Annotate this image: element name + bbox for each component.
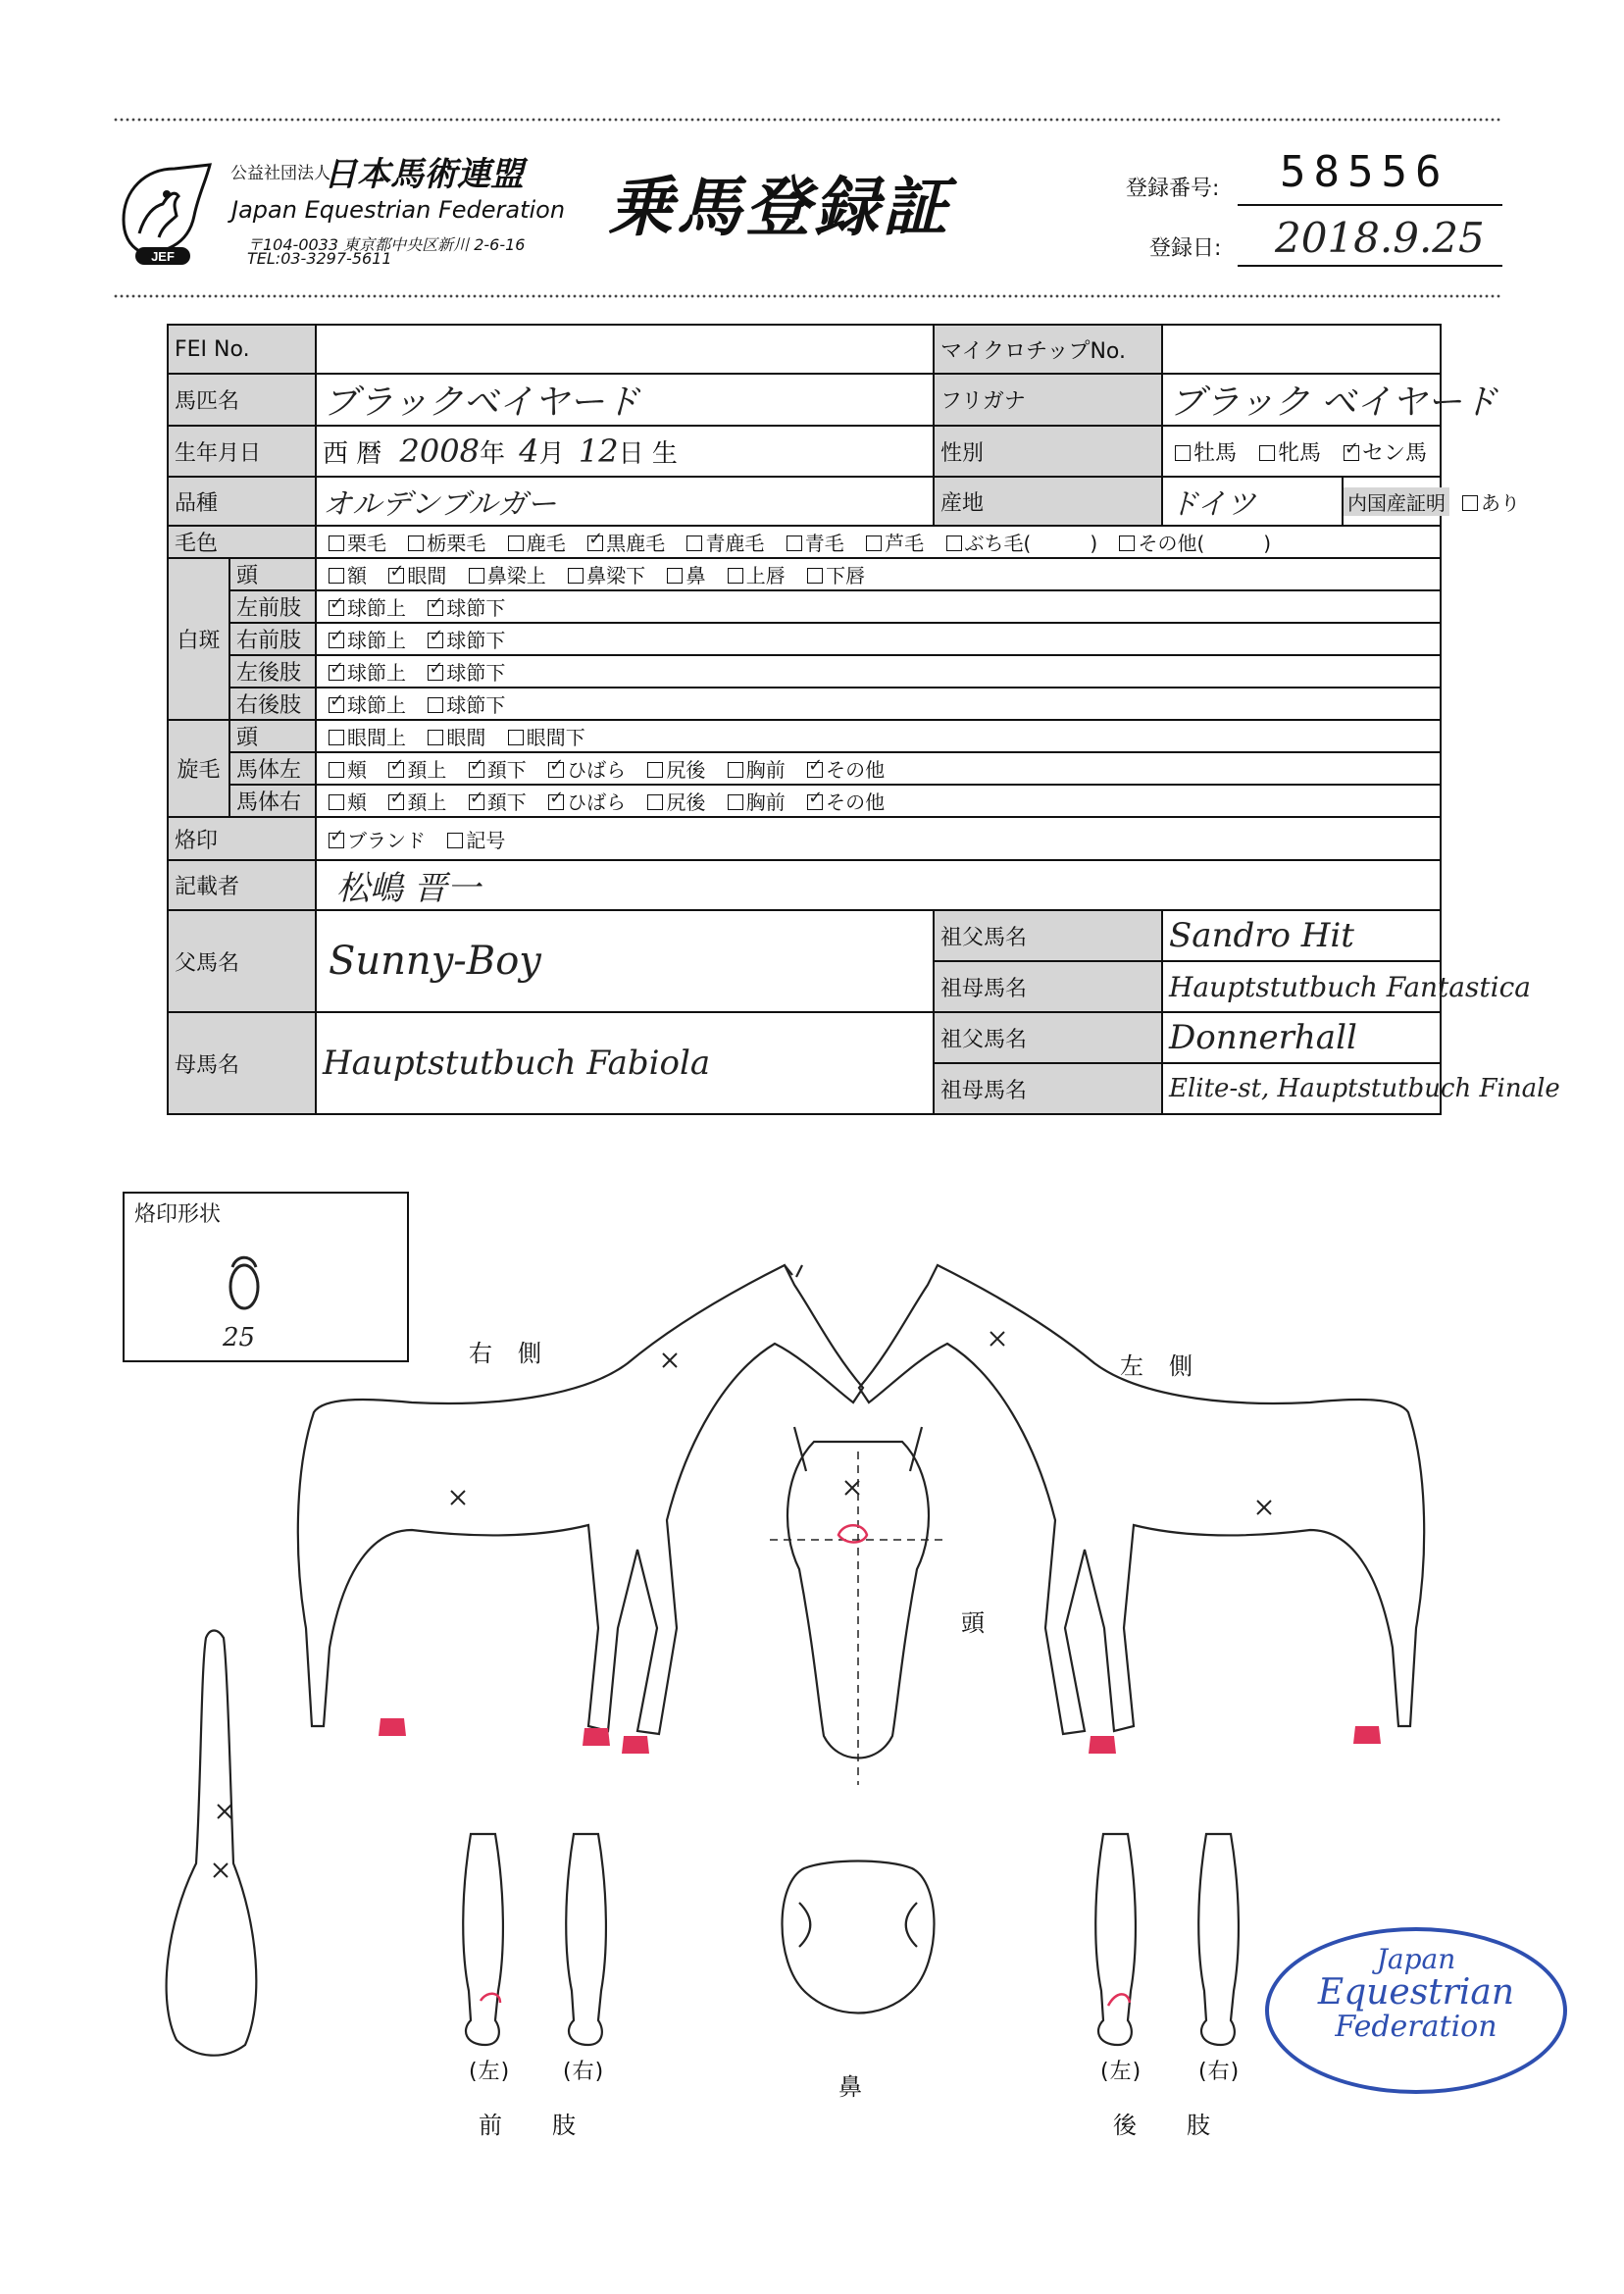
domestic-cert-option-label: あり bbox=[1481, 490, 1520, 515]
marking-checkbox[interactable] bbox=[428, 633, 443, 648]
marking-checkbox[interactable] bbox=[329, 665, 344, 681]
marking-checkbox[interactable] bbox=[728, 568, 743, 584]
right-side-label: 右 側 bbox=[469, 1340, 542, 1367]
sire-dam-value: Hauptstutbuch Fantastica bbox=[1162, 961, 1441, 1012]
dam-sire-label: 祖父馬名 bbox=[934, 1012, 1162, 1063]
domestic-cert: 内国産証明 あり bbox=[1343, 477, 1441, 526]
brand-options: ✓ ブランド 記号 bbox=[316, 817, 1441, 860]
whorl-checkbox[interactable] bbox=[469, 762, 484, 778]
whorl-checkbox[interactable] bbox=[428, 730, 443, 745]
marking-options-rh: ✓ 球節上 球節下 bbox=[316, 688, 1441, 720]
registration-date: 2018.9.25 bbox=[1275, 214, 1485, 262]
marking-checkbox[interactable] bbox=[807, 568, 823, 584]
microchip-label: マイクロチップNo. bbox=[934, 325, 1162, 374]
marking-checkbox[interactable] bbox=[568, 568, 584, 584]
sex-stallion-checkbox[interactable] bbox=[1175, 445, 1191, 461]
sex-gelding-checkbox[interactable] bbox=[1344, 445, 1359, 461]
head-label: 頭 bbox=[961, 1609, 986, 1637]
whorls-label: 旋毛 bbox=[168, 720, 229, 817]
jef-stamp: Japan Equestrian Federation bbox=[1265, 1927, 1567, 2094]
registration-number-underline bbox=[1238, 204, 1502, 206]
whorl-checkbox[interactable] bbox=[807, 794, 823, 810]
horse-name-value: ブラックベイヤード bbox=[316, 374, 934, 426]
red-markings bbox=[379, 1718, 1381, 1754]
whorl-checkbox[interactable] bbox=[647, 762, 663, 778]
org-tel: TEL:03-3297-5611 bbox=[247, 249, 392, 268]
marking-part: 頭 bbox=[229, 558, 316, 590]
dam-label: 母馬名 bbox=[168, 1012, 316, 1114]
registration-form bbox=[167, 324, 1560, 1115]
coat-option-checkbox[interactable] bbox=[587, 535, 603, 551]
marking-part: 右前肢 bbox=[229, 623, 316, 655]
whorl-checkbox[interactable] bbox=[329, 794, 344, 810]
whorl-checkbox[interactable] bbox=[388, 762, 404, 778]
coat-option-checkbox[interactable] bbox=[686, 535, 702, 551]
jef-logo bbox=[116, 157, 214, 267]
origin-label: 産地 bbox=[934, 477, 1162, 526]
marking-checkbox[interactable] bbox=[428, 600, 443, 616]
whorl-checkbox[interactable] bbox=[329, 762, 344, 778]
whorl-checkbox[interactable] bbox=[728, 794, 743, 810]
origin-value: ドイツ bbox=[1162, 477, 1343, 526]
whorl-options-left: 頬 ✓ 頚上 ✓ 頚下 ✓ ひばら 尻後 胸前 ✓ その他 bbox=[316, 752, 1441, 785]
left-side-horse-outline bbox=[859, 1265, 1424, 1734]
whorl-checkbox[interactable] bbox=[329, 730, 344, 745]
sex-label: 性別 bbox=[934, 426, 1162, 477]
fore-legs-outline bbox=[463, 1834, 606, 2045]
nose-outline bbox=[783, 1861, 935, 2014]
sire-dam-label: 祖母馬名 bbox=[934, 961, 1162, 1012]
sire-label: 父馬名 bbox=[168, 910, 316, 1012]
whorl-checkbox[interactable] bbox=[388, 794, 404, 810]
sire-sire-label: 祖父馬名 bbox=[934, 910, 1162, 961]
marking-options-lh: ✓ 球節上 ✓ 球節下 bbox=[316, 655, 1441, 688]
marking-part: 右後肢 bbox=[229, 688, 316, 720]
whorl-checkbox[interactable] bbox=[548, 794, 564, 810]
marking-checkbox[interactable] bbox=[388, 568, 404, 584]
marking-checkbox[interactable] bbox=[329, 697, 344, 713]
brand-label: 烙印 bbox=[168, 817, 316, 860]
hind-left-label: (左) bbox=[1100, 2060, 1142, 2084]
whorl-part: 頭 bbox=[229, 720, 316, 752]
registration-number-label: 登録番号: bbox=[1126, 177, 1220, 201]
svg-text:JEF: JEF bbox=[151, 249, 175, 264]
marking-checkbox[interactable] bbox=[469, 568, 484, 584]
brand-shape-sketch bbox=[125, 1194, 407, 1360]
marking-checkbox[interactable] bbox=[428, 665, 443, 681]
marking-checkbox[interactable] bbox=[428, 697, 443, 713]
fore-legs-label: 前 肢 bbox=[479, 2112, 577, 2139]
org-address: 〒104-0033 東京都中央区新川 2-6-16 bbox=[247, 235, 526, 254]
marking-part: 左後肢 bbox=[229, 655, 316, 688]
registration-number: 58556 bbox=[1280, 147, 1449, 197]
brand-checkbox[interactable] bbox=[329, 833, 344, 848]
coat-option-checkbox[interactable] bbox=[946, 535, 962, 551]
org-name-en: Japan Equestrian Federation bbox=[231, 196, 566, 224]
sex-options: 牡馬 牝馬 ✓ セン馬 bbox=[1162, 426, 1441, 477]
marking-checkbox[interactable] bbox=[329, 633, 344, 648]
sire-value: Sunny-Boy bbox=[316, 910, 934, 1012]
fei-no-label: FEI No. bbox=[168, 325, 316, 374]
furigana-value: ブラック ベイヤード bbox=[1162, 374, 1441, 426]
marking-checkbox[interactable] bbox=[667, 568, 683, 584]
coat-option-checkbox[interactable] bbox=[408, 535, 424, 551]
hind-legs-label: 後 肢 bbox=[1113, 2112, 1211, 2139]
top-divider bbox=[113, 116, 1500, 124]
marking-checkbox[interactable] bbox=[329, 568, 344, 584]
brand-shape-box bbox=[123, 1192, 409, 1362]
dob-value: 西 暦 2008年 4月 12日 生 bbox=[316, 426, 934, 477]
nose-label: 鼻 bbox=[838, 2073, 863, 2101]
whorl-checkbox[interactable] bbox=[647, 794, 663, 810]
dam-value: Hauptstutbuch Fabiola bbox=[316, 1012, 934, 1114]
coat-option-checkbox[interactable] bbox=[787, 535, 802, 551]
coat-option-checkbox[interactable] bbox=[1119, 535, 1135, 551]
whorl-checkbox[interactable] bbox=[728, 762, 743, 778]
whorl-options-head: 眼間上 眼間 眼間下 bbox=[316, 720, 1441, 752]
fei-no-value bbox=[316, 325, 934, 374]
dam-sire-value: Donnerhall bbox=[1162, 1012, 1441, 1063]
hind-legs-outline bbox=[1095, 1834, 1239, 2045]
markings-label: 白斑 bbox=[168, 558, 229, 720]
top-view-outline bbox=[167, 1631, 257, 2056]
recorder-value: 松嶋 晋一 bbox=[316, 860, 1441, 910]
microchip-value bbox=[1162, 325, 1441, 374]
whorl-options-right: 頬 ✓ 頚上 ✓ 頚下 ✓ ひばら 尻後 胸前 ✓ その他 bbox=[316, 785, 1441, 817]
sex-mare-checkbox[interactable] bbox=[1259, 445, 1275, 461]
whorl-part: 馬体左 bbox=[229, 752, 316, 785]
head-front-view-outline bbox=[787, 1442, 929, 1759]
sire-sire-value: Sandro Hit bbox=[1162, 910, 1441, 961]
breed-label: 品種 bbox=[168, 477, 316, 526]
brand-shape-number: 25 bbox=[223, 1323, 256, 1352]
header-divider bbox=[113, 292, 1500, 300]
coat-option-checkbox[interactable] bbox=[866, 535, 882, 551]
domestic-cert-checkbox[interactable] bbox=[1462, 495, 1478, 511]
dob-label: 生年月日 bbox=[168, 426, 316, 477]
whorl-checkbox[interactable] bbox=[469, 794, 484, 810]
registration-date-underline bbox=[1238, 265, 1502, 267]
brand-shape-label: 烙印形状 bbox=[134, 1202, 222, 1227]
recorder-label: 記載者 bbox=[168, 860, 316, 910]
symbol-checkbox[interactable] bbox=[447, 833, 463, 848]
registration-date-label: 登録日: bbox=[1149, 236, 1222, 261]
org-prefix: 公益社団法人 bbox=[230, 164, 330, 183]
coat-color-options: 栗毛 栃栗毛 鹿毛 ✓ 黒鹿毛 青鹿毛 青毛 芦毛 ぶち毛( ) その他( ) bbox=[316, 526, 1441, 558]
coat-color-label: 毛色 bbox=[168, 526, 316, 558]
horse-name-label: 馬匹名 bbox=[168, 374, 316, 426]
marking-options-rf: ✓ 球節上 ✓ 球節下 bbox=[316, 623, 1441, 655]
coat-option-checkbox[interactable] bbox=[329, 535, 344, 551]
fore-left-label: (左) bbox=[469, 2060, 511, 2084]
fore-right-label: (右) bbox=[563, 2060, 605, 2084]
org-name-jp: 日本馬術連盟 bbox=[324, 155, 524, 194]
dam-dam-value: Elite-st, Hauptstutbuch Finale bbox=[1162, 1063, 1441, 1114]
furigana-label: フリガナ bbox=[934, 374, 1162, 426]
coat-option-checkbox[interactable] bbox=[508, 535, 524, 551]
document-title: 乗馬登録証 bbox=[608, 170, 951, 245]
whorl-marks bbox=[214, 1332, 1271, 1877]
whorl-checkbox[interactable] bbox=[548, 762, 564, 778]
whorl-checkbox[interactable] bbox=[508, 730, 524, 745]
marking-part: 左前肢 bbox=[229, 590, 316, 623]
whorl-checkbox[interactable] bbox=[807, 762, 823, 778]
marking-checkbox[interactable] bbox=[329, 600, 344, 616]
dam-dam-label: 祖母馬名 bbox=[934, 1063, 1162, 1114]
left-side-label: 左 側 bbox=[1120, 1352, 1193, 1380]
hind-right-label: (右) bbox=[1198, 2060, 1241, 2084]
breed-value: オルデンブルガー bbox=[316, 477, 934, 526]
marking-options-head: 額 ✓ 眼間 鼻梁上 鼻梁下 鼻 上唇 下唇 bbox=[316, 558, 1441, 590]
marking-options-lf: ✓ 球節上 ✓ 球節下 bbox=[316, 590, 1441, 623]
whorl-part: 馬体右 bbox=[229, 785, 316, 817]
